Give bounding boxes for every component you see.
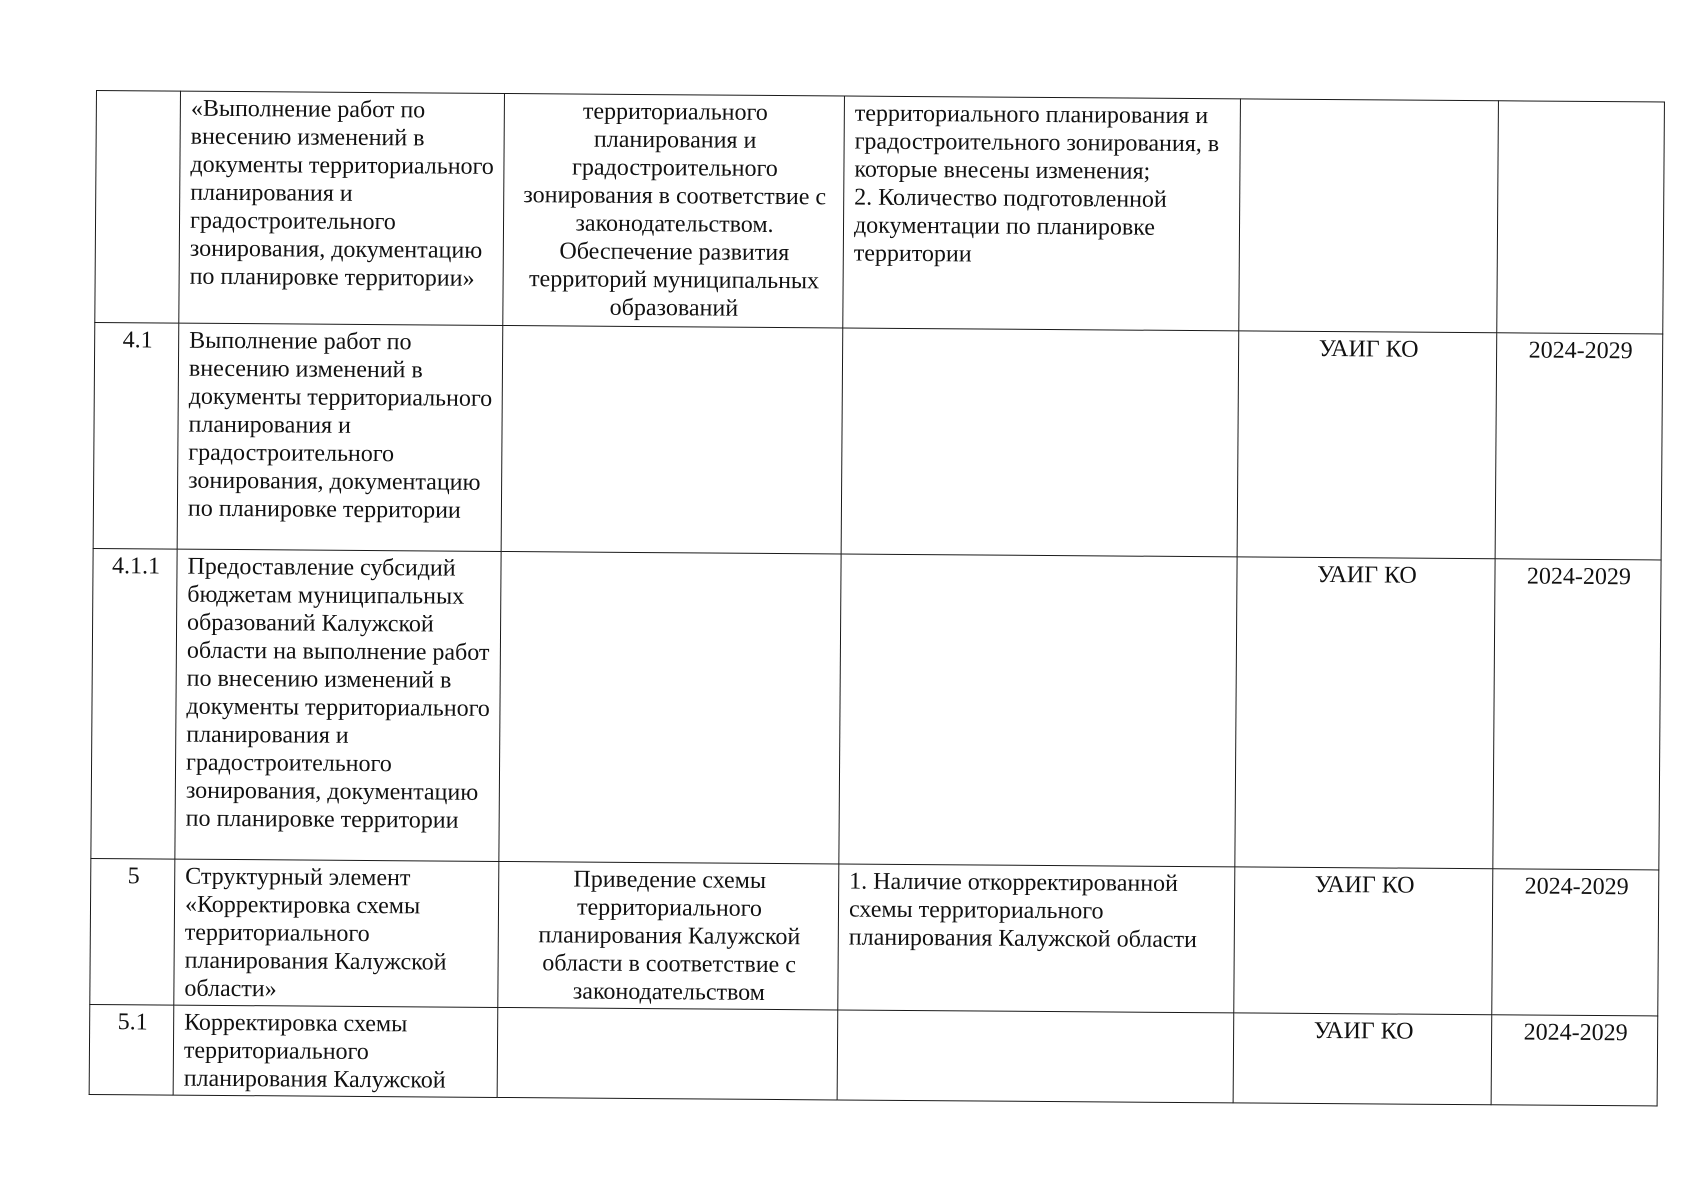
table-row — [89, 1004, 1658, 1105]
period-cell: 2024-2029 — [1492, 869, 1659, 1016]
activity-name-cell: Структурный элемент «Корректировка схемы территориального планирования Калужской области» — [174, 859, 499, 1007]
indicators-cell — [837, 1010, 1234, 1103]
row-number-cell: 4.1.1 — [91, 548, 177, 859]
table-row — [93, 322, 1663, 559]
indicators-cell — [839, 554, 1237, 867]
table-row — [90, 858, 1659, 1015]
indicators-cell: 1. Наличие откорректированной схемы территориального планирования Калужской области — [838, 864, 1235, 1013]
responsible-cell: УАИГ КО — [1235, 557, 1495, 869]
activity-name-cell: «Выполнение работ по внесению изменений в документы территориального планирования и градостроительного зонирования, документацию по планировке территории» — [179, 91, 505, 325]
responsible-cell: УАИГ КО — [1237, 331, 1497, 559]
period-cell: 2024-2029 — [1491, 1015, 1658, 1106]
row-number-cell — [95, 91, 181, 324]
responsible-cell: УАИГ КО — [1233, 1013, 1492, 1105]
document-page — [89, 90, 1664, 1106]
tasks-cell: территориального планирования и градостроительного зонирования в соответствие с законодательством. Обеспечение развития территорий муниципальных образований — [503, 93, 845, 327]
period-cell: 2024-2029 — [1493, 559, 1661, 870]
period-cell — [1497, 101, 1665, 334]
responsible-cell — [1239, 99, 1499, 333]
responsible-cell: УАИГ КО — [1234, 867, 1493, 1015]
table-row — [91, 548, 1661, 869]
program-activities-table — [89, 90, 1665, 1106]
row-number-cell: 4.1 — [93, 322, 179, 549]
activity-name-cell: Выполнение работ по внесению изменений в документы территориального планирования и градостроительного зонирования, документацию по планировке территории — [177, 323, 503, 551]
row-number-cell: 5.1 — [89, 1004, 174, 1095]
table-row — [95, 91, 1665, 334]
indicators-cell: территориального планирования и градостроительного зонирования, в которые внесены изменения; 2. Количество подготовленной документации по планировке территории — [843, 96, 1241, 331]
activity-name-cell: Предоставление субсидий бюджетам муниципальных образований Калужской области на выполнение работ по внесению изменений в документы территориального планирования и градостроительного зонирования, документацию по планировке территории — [175, 549, 501, 861]
tasks-cell — [499, 551, 841, 863]
tasks-cell: Приведение схемы территориального планирования Калужской области в соответствие с законодательством — [498, 861, 839, 1009]
period-cell: 2024-2029 — [1495, 333, 1663, 560]
tasks-cell — [501, 325, 843, 553]
activity-name-cell: Корректировка схемы территориального планирования Калужской — [173, 1005, 498, 1097]
row-number-cell: 5 — [90, 858, 175, 1005]
indicators-cell — [841, 328, 1239, 557]
tasks-cell — [497, 1007, 838, 1099]
